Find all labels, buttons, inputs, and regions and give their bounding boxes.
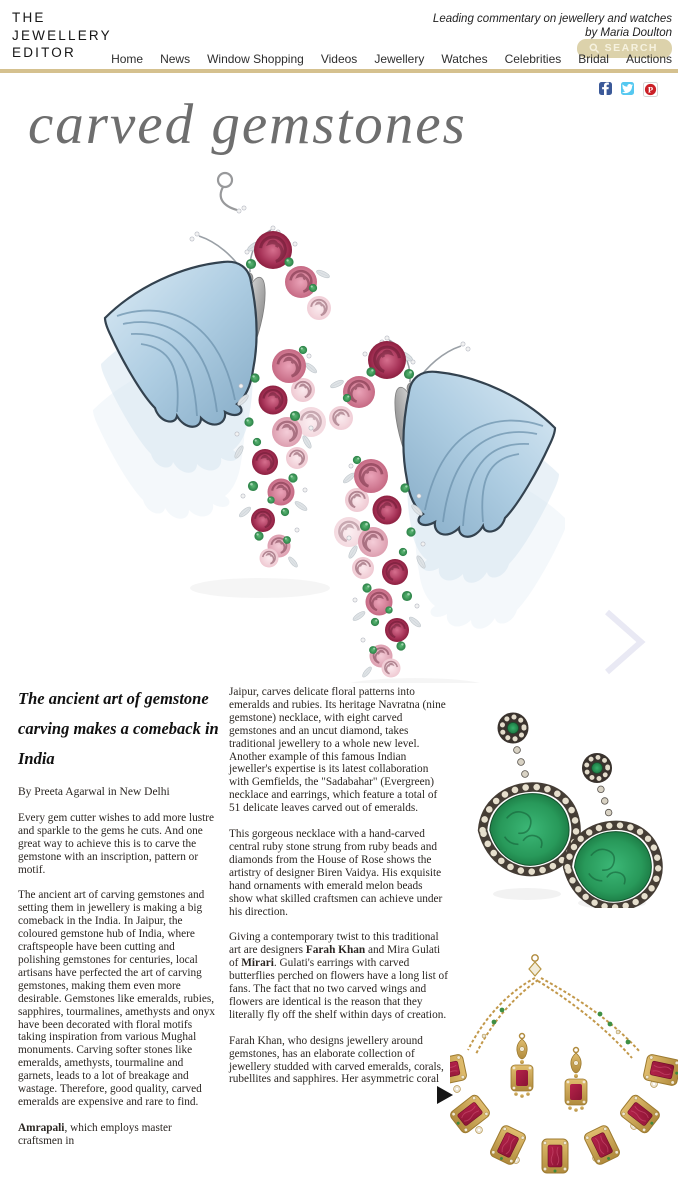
tagline-line-2: by Maria Doulton	[585, 27, 672, 39]
nav-item-window-shopping[interactable]: Window Shopping	[207, 52, 304, 66]
nav-item-bridal[interactable]: Bridal	[578, 52, 609, 66]
twitter-icon[interactable]	[621, 82, 634, 95]
logo-line-3: EDITOR	[12, 45, 76, 60]
nav-item-home[interactable]: Home	[111, 52, 144, 66]
chevron-right-icon	[597, 606, 653, 678]
nav-item-jewellery[interactable]: Jewellery	[374, 52, 425, 66]
nav-item-watches[interactable]: Watches	[441, 52, 488, 66]
ruby-necklace-image	[450, 948, 678, 1199]
social-icons	[599, 82, 658, 97]
paragraph: Amrapali, which employs master craftsmen in	[18, 1121, 172, 1147]
brand-mirari: Mirari	[241, 957, 274, 970]
svg-text:P: P	[647, 84, 654, 95]
nav-item-celebrities[interactable]: Celebrities	[504, 52, 562, 66]
gold-divider	[0, 69, 678, 73]
logo-line-1: THE	[12, 10, 46, 25]
article-column-left	[18, 684, 219, 1161]
logo-line-2: JEWELLERY	[12, 27, 112, 43]
nav-item-videos[interactable]: Videos	[320, 52, 358, 66]
article-byline: By Preeta Agarwal in New Delhi	[18, 786, 170, 798]
paragraph: Every gem cutter wishes to add more lustre and sparkle to the gems he cuts. And one great way to achieve this is to carve the gemstone with an inscription, pattern or motif.	[18, 811, 215, 876]
pinterest-icon[interactable]	[643, 82, 658, 97]
nav-item-news[interactable]: News	[160, 52, 191, 66]
search-label: SEARCH	[604, 42, 658, 54]
carousel-next-arrow[interactable]	[597, 606, 653, 678]
brand-amrapali: Amrapali	[18, 1121, 65, 1134]
paragraph: The ancient art of carving gemstones and setting them in jewellery is making a big comeback in the India. In Jaipur, the coloured gemstone hub of India, where craftspeople have been cutting and polishing gemstones for centuries, local artisans have perfected the art of carving gemstones, making them even more desirable. Gemstones like emeralds, rubies, sapphires, tourmalines, amethysts and onyx have been decorated with floral motifs taking inspiration from various Mughal monuments. Carving softer stones like emeralds, amethysts, tourmaline and garnets, leads to a lot of breakage and wastage. Therefore, good quality, carved emeralds are expensive and rare to find.	[18, 889, 216, 1108]
site-tagline	[433, 12, 672, 40]
designer-farah-khan: Farah Khan	[305, 944, 366, 957]
emerald-earrings-image	[452, 698, 668, 908]
next-image-triangle[interactable]	[437, 1086, 453, 1104]
paragraph: Farah Khan, who designs jewellery around gemstones, has an elaborate collection of jewellery studded with carved emeralds, corals, rubellites and sapphires. Her asymmetric coral	[229, 1034, 444, 1086]
page-title: carved gemstones	[28, 93, 467, 156]
nav-item-auctions[interactable]: Auctions	[625, 52, 672, 66]
facebook-icon[interactable]	[599, 82, 612, 95]
tagline-line-1: Leading commentary on jewellery and watches	[432, 13, 672, 25]
hero-image-butterfly-earrings	[85, 168, 565, 683]
paragraph: Jaipur, carves delicate floral patterns into emeralds and rubies. Its heritage Navratna (nine gemstone) necklace, with eight carved gemstones and an uncut diamond, takes traditional jewellery to a whole new level. Another example of this famous Indian jeweller's expertise is its latest collaboration with Gemfields, the "Sadabahar" (Evergreen) necklace and earrings, which feature a total of 51 delicate leaves carved out of emeralds.	[229, 686, 446, 815]
paragraph: Giving a contemporary twist to this traditional art are designers Farah Khan and Mira Gulati of Mirari. Gulati's earrings with carved butterflies perched on flowers have a long list of fans. The fact that no two carved wings and flowers are identical is the reason that they literally fly off the shelf within days of creation.	[229, 931, 448, 1021]
article-heading: The ancient art of gemstone carving makes a comeback in India	[18, 689, 219, 768]
main-nav	[94, 52, 672, 66]
paragraph: This gorgeous necklace with a hand-carved central ruby stone strung from ruby beads and diamonds from the House of Rose shows the artistry of designer Biren Vaidya. His exquisite hand ornaments with emerald melon beads show what skilled craftsmen can achieve under his direction.	[229, 828, 443, 918]
article-column-middle	[229, 686, 448, 1099]
